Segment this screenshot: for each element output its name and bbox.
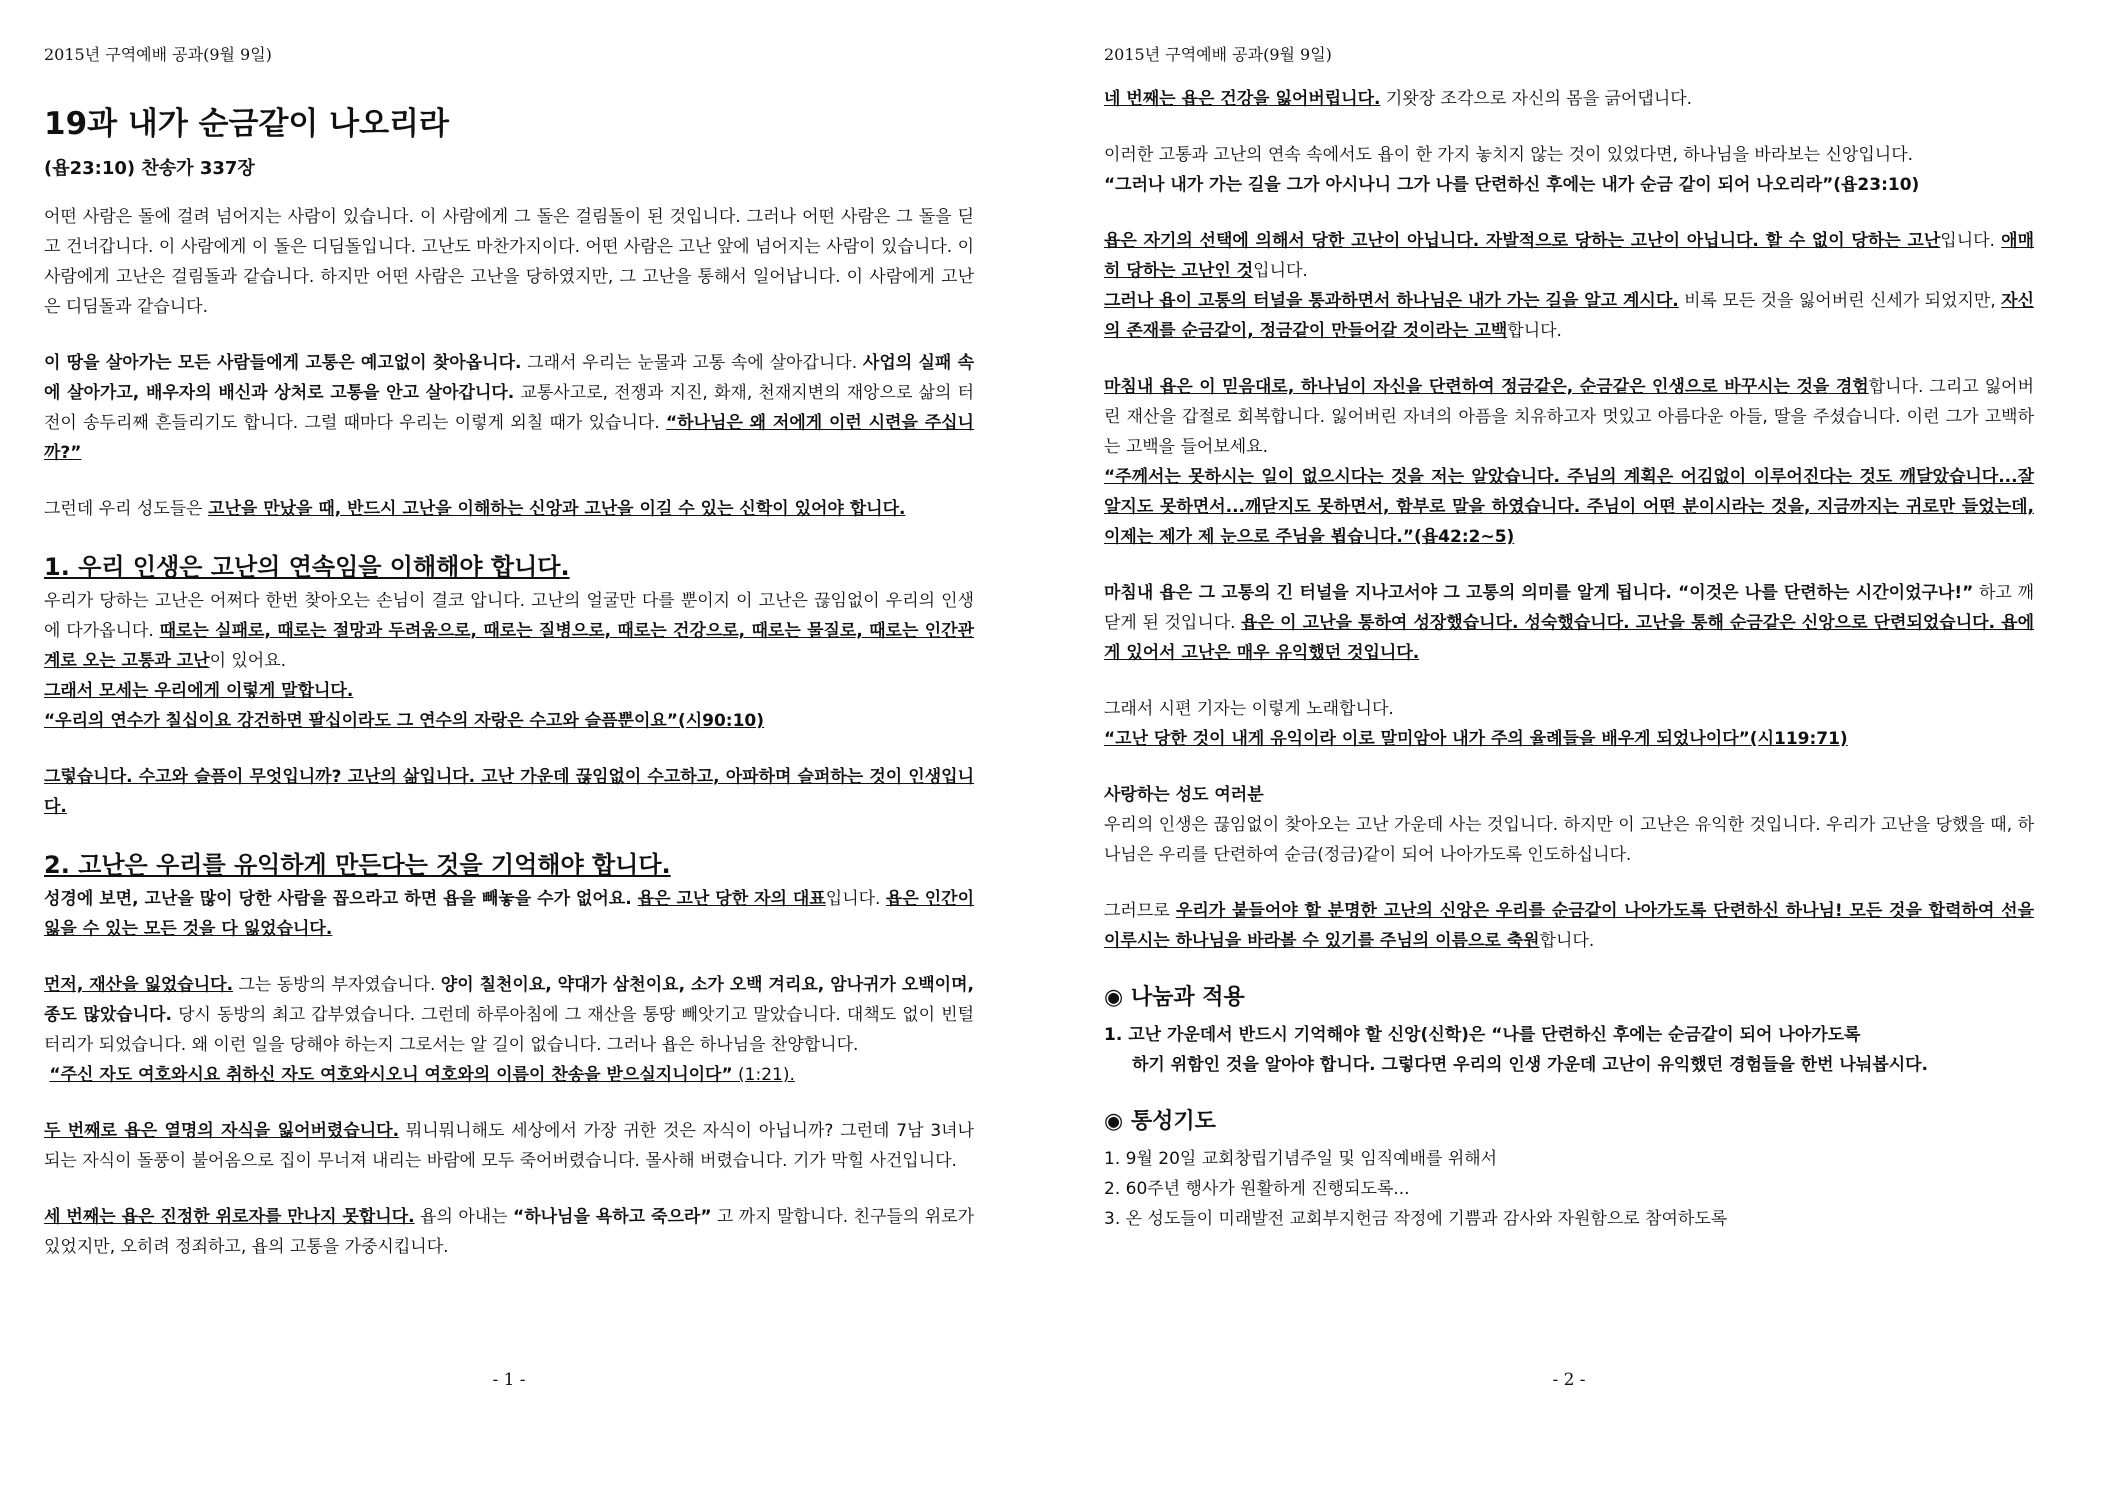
text-emphasis: 욥은 이 고난을 통하여 성장했습니다. 성숙했습니다. 고난을 통해 순금같은 신앙으로 단련되었습니다. 욥에게 있어서 고난은 매우 유익했던 것입니다. (1104, 613, 2034, 663)
paragraph: 어떤 사람은 돌에 걸려 넘어지는 사람이 있습니다. 이 사람에게 그 돌은 걸림돌이 된 것입니다. 그러나 어떤 사람은 그 돌을 딛고 건너갑니다. 이 사람에게 이 돌은 디딤돌입니다. 고난도 마찬가지이다. 어떤 사람은 고난 앞에 넘어지는 사람이 있습니다. 이 사람에게 고난은 걸림돌과 같습니다. 하지만 어떤 사람은 고난을 당하였지만, 그 고난을 통해서 일어납니다. 이 사람에게 고난은 디딤돌과 같습니다. (44, 207, 974, 317)
text: 그러므로 (1104, 901, 1176, 921)
paragraph (44, 970, 974, 1090)
text: 그래서 시편 기자는 이렇게 노래합니다. (1104, 699, 1394, 719)
list-item: 2. 60주년 행사가 원활하게 진행되도록... (1104, 1179, 1410, 1199)
text: 입니다. (1940, 231, 2002, 251)
paragraph (1104, 896, 2034, 956)
paragraph (1104, 694, 2034, 754)
list-item: 1. 고난 가운데서 반드시 기억해야 할 신앙(신학)은 “나를 단련하신 후에는 순금같이 되어 나아가도록 (1104, 1025, 1861, 1045)
text-bold: 사업의 실패 속에 살아가고, 배우자의 배신과 상처로 고통을 안고 살아갑니다. (44, 353, 975, 403)
text: 합니다. (1539, 931, 1595, 951)
text: 고 까지 말합니다. 친구들의 위로가 있었지만, 오히려 정죄하고, 욥의 고통을 가중시킵니다. (44, 1207, 974, 1257)
text-emphasis: 자신의 존재를 순금같이, 정금같이 만들어갈 것이라는 고백 (1104, 291, 2034, 341)
text: 그래서 우리는 눈물과 고통 속에 살아갑니다. (521, 353, 863, 373)
text-emphasis: 욥은 인간이 잃을 수 있는 모든 것을 다 잃었습니다. (44, 889, 974, 939)
text-emphasis: 세 번째는 욥은 진정한 위로자를 만나지 못합니다. (44, 1207, 415, 1227)
text: 그는 동방의 부자였습니다. (233, 975, 441, 995)
text-emphasis: 그러나 욥이 고통의 터널을 통과하면서 하나님은 내가 가는 길을 알고 계시다. (1104, 291, 1679, 311)
text: 교통사고로, 전쟁과 지진, 화재, 천재지변의 재앙으로 삶의 터전이 송두리째 흔들리기도 합니다. 그럴 때마다 우리는 이렇게 외칠 때가 있습니다. (44, 383, 974, 433)
text: 합니다. 그리고 잃어버린 재산을 갑절로 회복합니다. 잃어버린 자녀의 아픔을 치유하고자 멋있고 아름다운 아들, 딸을 주셨습니다. 이런 그가 고백하는 고백을 들어보세요. (1104, 377, 2034, 457)
text-bold: 사랑하는 성도 여러분 (1104, 785, 1264, 805)
page-content (44, 94, 974, 1288)
section-heading-2: 2. 고난은 우리를 유익하게 만든다는 것을 기억해야 합니다. (44, 851, 671, 879)
scripture-quote: “주께서는 못하시는 일이 없으시다는 것을 저는 알았습니다. 주님의 계획은 어김없이 이루어진다는 것도 깨달았습니다...잘 알지도 못하면서...깨닫지도 못하면서, 함부로 말을 하였습니다. 주님이 어떤 분이시라는 것을, 지금까지는 귀로만 들었는데, 이제는 제가 제 눈으로 주님을 뵙습니다.”(욥42:2~5) (1104, 467, 2034, 547)
text-emphasis: 먼저, 재산을 잃었습니다. (44, 975, 234, 995)
scripture-quote: “고난 당한 것이 내게 유익이라 이로 말미암아 내가 주의 율례들을 배우게 되었나이다”(시119:71) (1104, 729, 1848, 749)
lesson-subtitle: (욥23:10) 찬송가 337장 (44, 158, 255, 179)
page-2 (1104, 0, 2034, 1488)
paragraph (44, 348, 974, 468)
paragraph (1104, 140, 2034, 200)
text-emphasis: 고난을 만났을 때, 반드시 고난을 이해하는 신앙과 고난을 이길 수 있는 신학이 있어야 합니다. (208, 499, 906, 519)
text-emphasis: 애매히 당하는 고난인 것 (1104, 231, 2034, 281)
list-item: 하기 위함인 것을 알아야 합니다. 그렇다면 우리의 인생 가운데 고난이 유익했던 경험들을 한번 나눠봅시다. (1132, 1055, 1929, 1075)
text: 우리가 당하는 고난은 어쩌다 한번 찾아오는 손님이 결코 압니다. 고난의 얼굴만 다를 뿐이지 이 고난은 끊임없이 우리의 인생에 다가옵니다. (44, 591, 974, 641)
text-bold: 성경에 보면, 고난을 많이 당한 사람을 꼽으라고 하면 욥을 빼놓을 수가 없어요. (44, 889, 638, 909)
text: 당시 동방의 최고 갑부였습니다. 그런데 하루아침에 그 재산을 통땅 빼앗기고 말았습니다. 대책도 없이 빈털터리가 되었습니다. 왜 이런 일을 당해야 하는지 그로서는 알 길이 없습니다. 그러나 욥은 하나님을 찬양합니다. (44, 1005, 974, 1055)
text-emphasis: 욥은 자기의 선택에 의해서 당한 고난이 아닙니다. 자발적으로 당하는 고난이 아닙니다. 할 수 없이 당하는 고난 (1104, 231, 1941, 251)
paragraph (44, 494, 974, 524)
text-emphasis: 때로는 실패로, 때로는 절망과 두려움으로, 때로는 질병으로, 때로는 건강으로, 때로는 물질로, 때로는 인간관계로 오는 고통과 고난 (44, 621, 974, 671)
text-emphasis: 마침내 욥은 이 믿음대로, 하나님이 자신을 단련하여 정금같은, 순금같은 인생으로 바꾸시는 것을 경험 (1104, 377, 1869, 397)
scripture-quote: “주신 자도 여호와시요 취하신 자도 여호와시오니 여호와의 이름이 찬송을 받으실지니이다” (49, 1065, 733, 1085)
prayer-list (1104, 1144, 2034, 1234)
text-emphasis: 네 번째는 욥은 건강을 잃어버립니다. (1104, 89, 1381, 109)
page-content (1104, 84, 2034, 1260)
text: 입니다. (1253, 261, 1308, 281)
scripture-quote: “우리의 연수가 칠십이요 강건하면 팔십이라도 그 연수의 자랑은 수고와 슬픔뿐이요”(시90:10) (44, 711, 765, 731)
text-emphasis: 욥은 고난 당한 자의 대표 (637, 889, 826, 909)
paragraph (44, 1116, 974, 1176)
page-number: - 2 - (1552, 1370, 1586, 1390)
text-emphasis: 우리가 붙들어야 할 분명한 고난의 신앙은 우리를 순금같이 나아가도록 단련하신 하나님! 모든 것을 합력하여 선을 이루시는 하나님을 바라볼 수 있기를 주님의 이름으로 축원 (1104, 901, 2034, 951)
quote: “하나님을 욕하고 죽으라” (513, 1207, 712, 1227)
scripture-quote: “그러나 내가 가는 길을 그가 아시나니 그가 나를 단련하신 후에는 내가 순금 같이 되어 나오리라”(욥23:10) (1104, 175, 1920, 195)
page-header: 2015년 구역예배 공과(9월 9일) (1104, 45, 1332, 64)
text: (1:21). (732, 1065, 795, 1085)
text-emphasis: 그래서 모세는 우리에게 이렇게 말합니다. (44, 681, 354, 701)
text-bold: 이 땅을 살아가는 모든 사람들에게 고통은 예고없이 찾아옵니다. (44, 353, 522, 373)
text: 이러한 고통과 고난의 연속 속에서도 욥이 한 가지 놓치지 않는 것이 있었다면, 하나님을 바라보는 신앙입니다. (1104, 145, 1914, 165)
paragraph: 그렇습니다. 수고와 슬픔이 무엇입니까? 고난의 삶입니다. 고난 가운데 끊임없이 수고하고, 아파하며 슬퍼하는 것이 인생입니다. (44, 767, 974, 817)
prayer-heading: ◉ 통성기도 (1104, 1109, 1216, 1134)
text: 그런데 우리 성도들은 (44, 499, 209, 519)
text: 합니다. (1507, 321, 1562, 341)
paragraph (1104, 372, 2034, 552)
paragraph (44, 586, 974, 736)
text: 기왓장 조각으로 자신의 몸을 긁어댑니다. (1380, 89, 1693, 109)
page-1 (44, 0, 974, 1488)
text: 비록 모든 것을 잃어버린 신세가 되었지만, (1678, 291, 2002, 311)
text-emphasis: 두 번째로 욥은 열명의 자식을 잃어버렸습니다. (44, 1121, 400, 1141)
sharing-heading: ◉ 나눔과 적용 (1104, 985, 1245, 1010)
quote: “하나님은 왜 저에게 이런 시련을 주십니까?” (44, 413, 974, 463)
quote: “이것은 나를 단련하는 시간이었구나!” (1678, 583, 1974, 603)
paragraph (44, 884, 974, 944)
page-header: 2015년 구역예배 공과(9월 9일) (44, 45, 272, 64)
paragraph (1104, 84, 2034, 114)
text-bold: 마침내 욥은 그 고통의 긴 터널을 지나고서야 그 고통의 의미를 알게 됩니다. (1104, 583, 1679, 603)
text-bold: 양이 칠천이요, 약대가 삼천이요, 소가 오백 겨리요, 암나귀가 오백이며, 종도 많았습니다. (44, 975, 974, 1025)
paragraph (1104, 578, 2034, 668)
list-item: 1. 9월 20일 교회창립기념주일 및 임직예배를 위해서 (1104, 1149, 1498, 1169)
section-heading-1: 1. 우리 인생은 고난의 연속임을 이해해야 합니다. (44, 553, 570, 581)
paragraph (1104, 226, 2034, 346)
paragraph (44, 1202, 974, 1262)
text: 욥의 아내는 (414, 1207, 514, 1227)
text: 입니다. (825, 889, 886, 909)
lesson-title: 19과 내가 순금같이 나오리라 (44, 106, 449, 142)
page-number: - 1 - (492, 1370, 526, 1390)
text: 우리의 인생은 끊임없이 찾아오는 고난 가운데 사는 것입니다. 하지만 이 고난은 유익한 것입니다. 우리가 고난을 당했을 때, 하나님은 우리를 단련하여 순금(정금)같이 되어 나아가도록 인도하십니다. (1104, 815, 2034, 865)
paragraph (1104, 780, 2034, 870)
text: 하고 깨닫게 된 것입니다. (1104, 583, 2034, 633)
text: 이 있어요. (209, 651, 287, 671)
list-item: 3. 온 성도들이 미래발전 교회부지헌금 작정에 기쁨과 감사와 자원함으로 참여하도록 (1104, 1209, 1728, 1229)
sharing-list (1104, 1020, 2034, 1080)
text: 뭐니뭐니해도 세상에서 가장 귀한 것은 자식이 아닙니까? 그런데 7남 3녀나 되는 자식이 돌풍이 불어옴으로 집이 무너져 내리는 바람에 모두 죽어버렸습니다. 몰사해 버렸습니다. 기가 막힐 사건입니다. (44, 1121, 974, 1171)
